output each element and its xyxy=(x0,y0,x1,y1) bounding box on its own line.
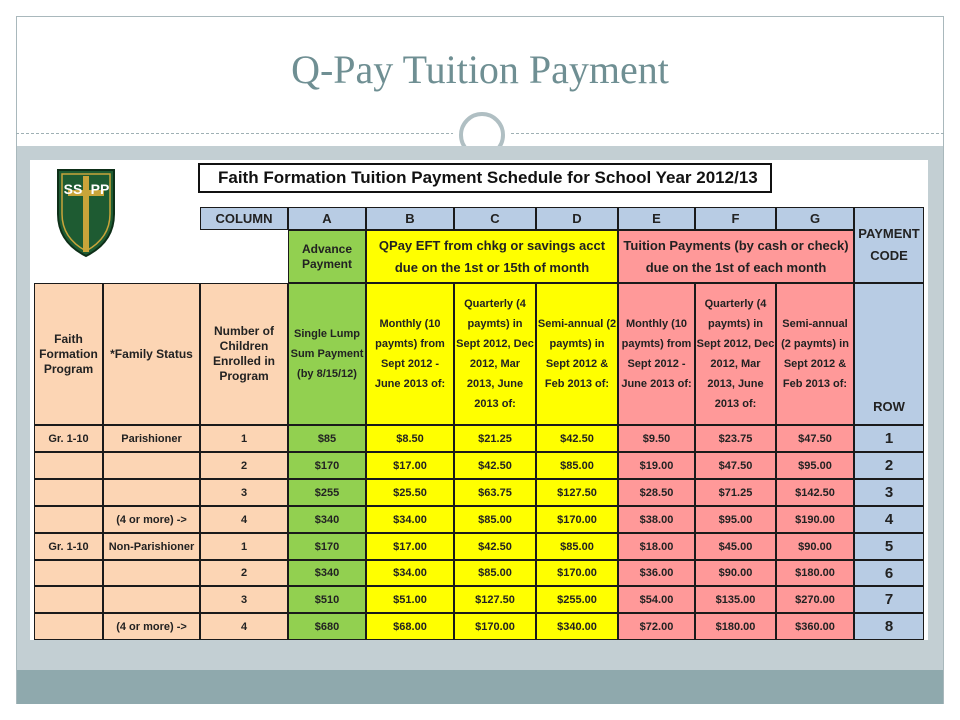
amount-cell-g: $190.00 xyxy=(776,506,854,533)
left-header-1: *Family Status xyxy=(103,283,200,425)
family-status-cell xyxy=(103,560,200,586)
payment-code-cell: 8 xyxy=(854,613,924,640)
amount-cell-f: $135.00 xyxy=(695,586,776,613)
amount-cell-f: $23.75 xyxy=(695,425,776,452)
amount-cell-b: $34.00 xyxy=(366,506,454,533)
amount-cell-g: $270.00 xyxy=(776,586,854,613)
amount-cell-e: $18.00 xyxy=(618,533,695,560)
amount-cell-f: $45.00 xyxy=(695,533,776,560)
payment-code-cell: 2 xyxy=(854,452,924,479)
row-label-header: ROW xyxy=(854,283,924,425)
column-description-b: Monthly (10 paymts) from Sept 2012 - June 2013 of: xyxy=(366,283,454,425)
amount-cell-c: $42.50 xyxy=(454,533,536,560)
children-count-cell: 1 xyxy=(200,425,288,452)
amount-cell-a: $170 xyxy=(288,452,366,479)
amount-cell-c: $21.25 xyxy=(454,425,536,452)
program-cell xyxy=(34,506,103,533)
column-letter-b: B xyxy=(366,207,454,230)
left-header-0: Faith Formation Program xyxy=(34,283,103,425)
logo-letters-bottom: PP xyxy=(90,181,110,197)
family-status-cell xyxy=(103,452,200,479)
amount-cell-e: $36.00 xyxy=(618,560,695,586)
payment-code-cell: 4 xyxy=(854,506,924,533)
amount-cell-c: $63.75 xyxy=(454,479,536,506)
column-description-a: Single Lump Sum Payment (by 8/15/12) xyxy=(288,283,366,425)
amount-cell-a: $680 xyxy=(288,613,366,640)
column-letter-d: D xyxy=(536,207,618,230)
program-cell xyxy=(34,613,103,640)
amount-cell-e: $19.00 xyxy=(618,452,695,479)
slide-title: Q-Pay Tuition Payment xyxy=(291,47,669,92)
amount-cell-d: $255.00 xyxy=(536,586,618,613)
family-status-cell xyxy=(103,479,200,506)
amount-cell-g: $360.00 xyxy=(776,613,854,640)
left-header-2: Number of Children Enrolled in Program xyxy=(200,283,288,425)
family-status-cell: (4 or more) -> xyxy=(103,506,200,533)
payment-code-cell: 5 xyxy=(854,533,924,560)
payment-code-cell: 7 xyxy=(854,586,924,613)
amount-cell-b: $17.00 xyxy=(366,533,454,560)
payment-code-cell: 6 xyxy=(854,560,924,586)
program-cell: Gr. 1-10 xyxy=(34,425,103,452)
column-description-c: Quarterly (4 paymts) in Sept 2012, Dec 2012, Mar 2013, June 2013 of: xyxy=(454,283,536,425)
amount-cell-g: $180.00 xyxy=(776,560,854,586)
family-status-cell: Parishioner xyxy=(103,425,200,452)
amount-cell-e: $38.00 xyxy=(618,506,695,533)
payment-code-cell: 3 xyxy=(854,479,924,506)
column-letter-g: G xyxy=(776,207,854,230)
amount-cell-b: $8.50 xyxy=(366,425,454,452)
amount-cell-e: $9.50 xyxy=(618,425,695,452)
amount-cell-b: $51.00 xyxy=(366,586,454,613)
amount-cell-f: $95.00 xyxy=(695,506,776,533)
column-letter-f: F xyxy=(695,207,776,230)
amount-cell-d: $340.00 xyxy=(536,613,618,640)
qpay-eft-header: QPay EFT from chkg or savings acct due on the 1st or 15th of month xyxy=(366,230,618,283)
amount-cell-a: $255 xyxy=(288,479,366,506)
children-count-cell: 2 xyxy=(200,560,288,586)
amount-cell-f: $180.00 xyxy=(695,613,776,640)
amount-cell-g: $47.50 xyxy=(776,425,854,452)
column-description-e: Monthly (10 paymts) from Sept 2012 - June 2013 of: xyxy=(618,283,695,425)
family-status-cell xyxy=(103,586,200,613)
payment-code-header: PAYMENT CODE xyxy=(854,207,924,283)
amount-cell-f: $71.25 xyxy=(695,479,776,506)
amount-cell-d: $127.50 xyxy=(536,479,618,506)
amount-cell-d: $42.50 xyxy=(536,425,618,452)
parish-shield-logo xyxy=(54,164,118,260)
logo-letters-top: SS xyxy=(63,181,83,197)
program-cell: Gr. 1-10 xyxy=(34,533,103,560)
amount-cell-c: $170.00 xyxy=(454,613,536,640)
children-count-cell: 3 xyxy=(200,479,288,506)
column-description-g: Semi-annual (2 paymts) in Sept 2012 & Feb 2013 of: xyxy=(776,283,854,425)
amount-cell-f: $47.50 xyxy=(695,452,776,479)
amount-cell-b: $25.50 xyxy=(366,479,454,506)
amount-cell-e: $54.00 xyxy=(618,586,695,613)
program-cell xyxy=(34,560,103,586)
amount-cell-a: $340 xyxy=(288,506,366,533)
amount-cell-f: $90.00 xyxy=(695,560,776,586)
amount-cell-c: $127.50 xyxy=(454,586,536,613)
amount-cell-b: $68.00 xyxy=(366,613,454,640)
program-cell xyxy=(34,586,103,613)
amount-cell-d: $170.00 xyxy=(536,506,618,533)
amount-cell-d: $170.00 xyxy=(536,560,618,586)
column-letter-c: C xyxy=(454,207,536,230)
children-count-cell: 3 xyxy=(200,586,288,613)
column-letter-a: A xyxy=(288,207,366,230)
tuition-payments-header: Tuition Payments (by cash or check) due on the 1st of each month xyxy=(618,230,854,283)
children-count-cell: 2 xyxy=(200,452,288,479)
amount-cell-c: $42.50 xyxy=(454,452,536,479)
amount-cell-a: $85 xyxy=(288,425,366,452)
amount-cell-g: $142.50 xyxy=(776,479,854,506)
column-description-f: Quarterly (4 paymts) in Sept 2012, Dec 2012, Mar 2013, June 2013 of: xyxy=(695,283,776,425)
family-status-cell: Non-Parishioner xyxy=(103,533,200,560)
footer-bar xyxy=(17,670,943,704)
amount-cell-d: $85.00 xyxy=(536,533,618,560)
column-description-d: Semi-annual (2 paymts) in Sept 2012 & Feb 2013 of: xyxy=(536,283,618,425)
amount-cell-c: $85.00 xyxy=(454,560,536,586)
schedule-image xyxy=(30,160,928,640)
children-count-cell: 1 xyxy=(200,533,288,560)
children-count-cell: 4 xyxy=(200,506,288,533)
schedule-title: Faith Formation Tuition Payment Schedule for School Year 2012/13 xyxy=(198,163,772,193)
column-label: COLUMN xyxy=(200,207,288,230)
amount-cell-c: $85.00 xyxy=(454,506,536,533)
cross-icon xyxy=(83,176,89,252)
program-cell xyxy=(34,479,103,506)
children-count-cell: 4 xyxy=(200,613,288,640)
amount-cell-e: $72.00 xyxy=(618,613,695,640)
amount-cell-d: $85.00 xyxy=(536,452,618,479)
amount-cell-a: $340 xyxy=(288,560,366,586)
amount-cell-b: $17.00 xyxy=(366,452,454,479)
column-letter-e: E xyxy=(618,207,695,230)
amount-cell-a: $510 xyxy=(288,586,366,613)
amount-cell-b: $34.00 xyxy=(366,560,454,586)
amount-cell-e: $28.50 xyxy=(618,479,695,506)
program-cell xyxy=(34,452,103,479)
amount-cell-g: $90.00 xyxy=(776,533,854,560)
payment-code-cell: 1 xyxy=(854,425,924,452)
advance-payment-header: Advance Payment xyxy=(288,230,366,283)
amount-cell-g: $95.00 xyxy=(776,452,854,479)
amount-cell-a: $170 xyxy=(288,533,366,560)
family-status-cell: (4 or more) -> xyxy=(103,613,200,640)
